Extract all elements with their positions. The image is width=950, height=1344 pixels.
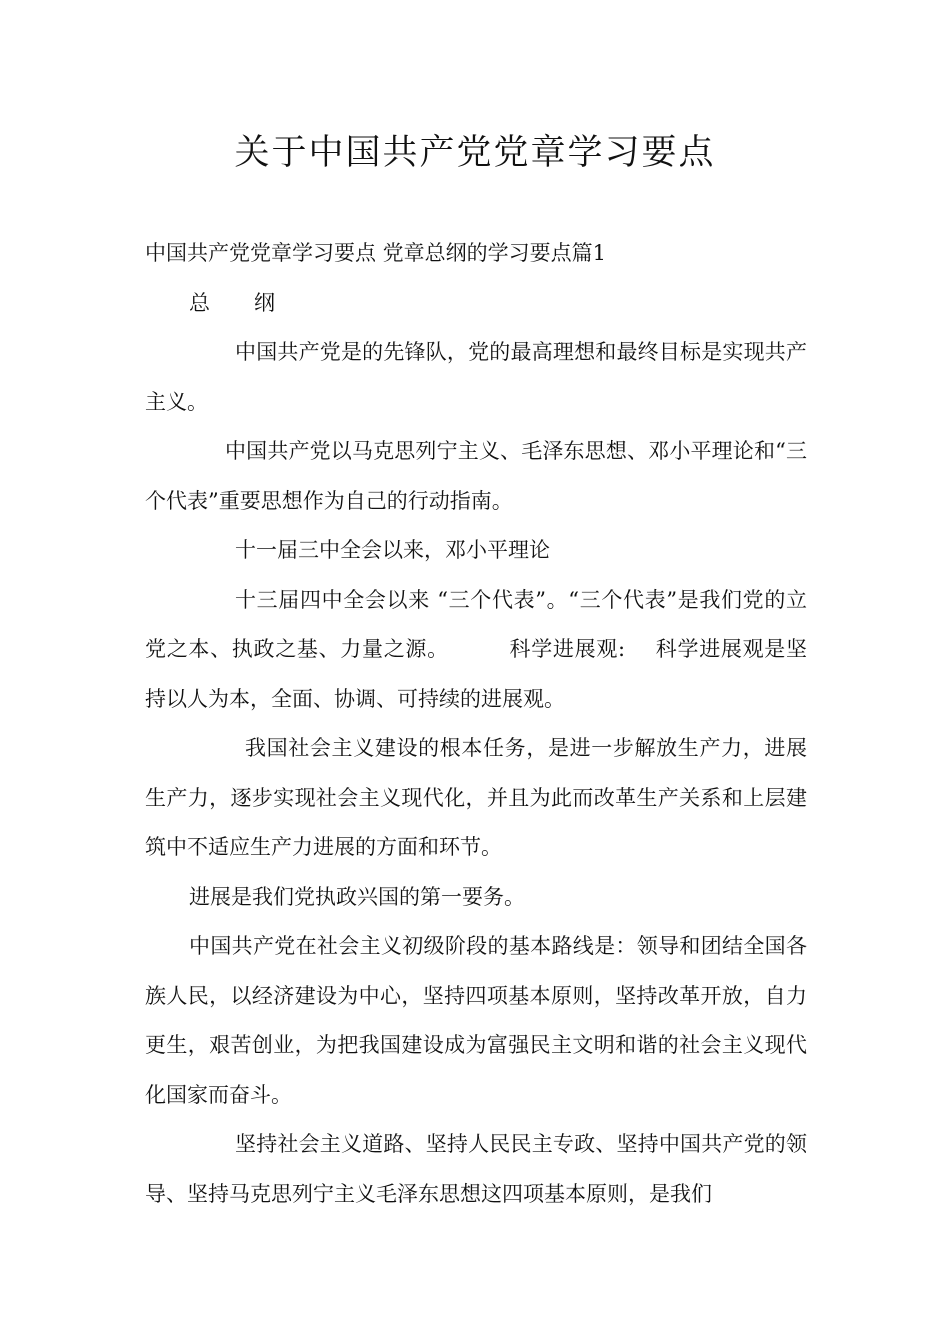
paragraph-4 <box>145 576 807 725</box>
paragraph-1: 中国共产党是的先锋队，党的最高理想和最终目标是实现共产主义。 <box>145 340 807 414</box>
paragraph-3: 十一届三中全会以来，邓小平理论 <box>235 538 550 562</box>
section-heading-right: 纲 <box>254 290 275 315</box>
paragraph-4-part-2: 科学进展观: <box>508 637 626 661</box>
document-body <box>145 229 807 1219</box>
document-title: 关于中国共产党党章学习要点 <box>234 133 716 173</box>
paragraph-7: 中国共产党在社会主义初级阶段的基本路线是：领导和团结全国各族人民，以经济建设为中心，坚持四项基本原则，坚持改革开放，自力更生，艰苦创业，为把我国建设成为富强民主文明和谐的社会主义现代化国家而奋斗。 <box>145 934 807 1107</box>
paragraph-8: 坚持社会主义道路、坚持人民民主专政、坚持中国共产党的领导、坚持马克思列宁主义毛泽东思想这四项基本原则，是我们 <box>145 1132 807 1206</box>
paragraph-6: 进展是我们党执政兴国的第一要务。 <box>189 884 525 909</box>
paragraph-4-part-3: 科学进展观是坚持以人为本，全面、协调、可持续的进展观。 <box>145 637 807 711</box>
document-subtitle: 中国共产党党章学习要点 党章总纲的学习要点篇1 <box>145 241 607 265</box>
section-heading <box>145 279 807 329</box>
paragraph-4-part-1: 十三届四中全会以来 “三个代表”。“三个代表”是我们党的立党之本、执政之基、力量之源。 <box>145 587 807 661</box>
paragraph-5: 我国社会主义建设的根本任务，是进一步解放生产力，进展生产力，逐步实现社会主义现代化，并且为此而改革生产关系和上层建筑中不适应生产力进展的方面和环节。 <box>145 736 807 859</box>
section-heading-left: 总 <box>189 290 210 315</box>
paragraph-2: 中国共产党以马克思列宁主义、毛泽东思想、邓小平理论和“三个代表”重要思想作为自己的行动指南。 <box>145 439 807 513</box>
